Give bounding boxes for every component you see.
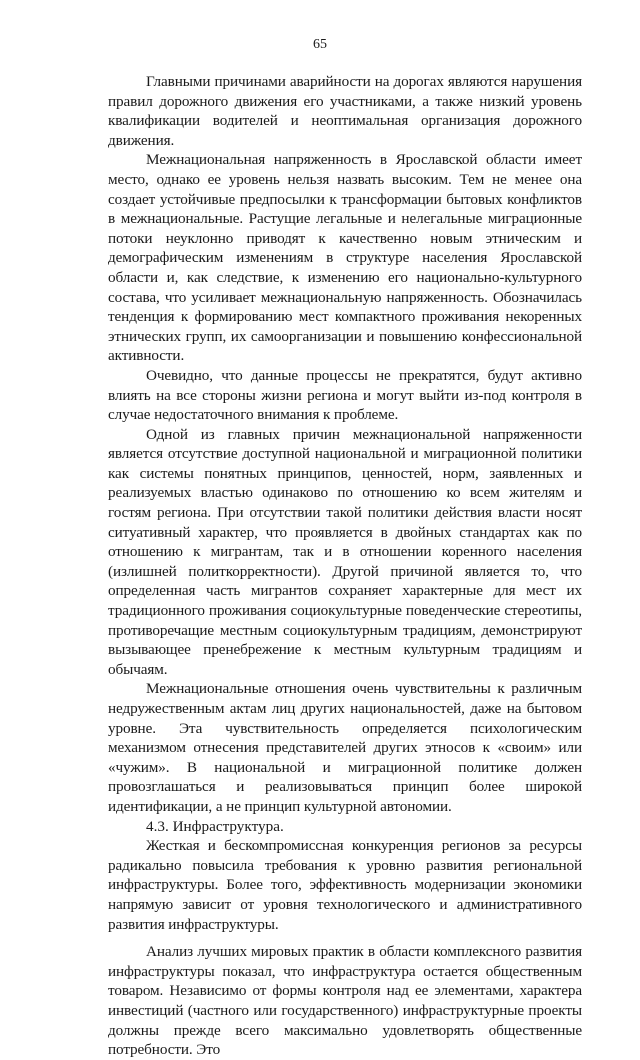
paragraph-road-accidents: Главными причинами аварийности на дорогах являются нарушения правил дорожного движения его участниками, а также низкий уровень квалификации водителей и неоптимальная организация дорожного движения.: [108, 73, 582, 149]
page-number: 65: [313, 37, 327, 52]
paragraph-interethnic-relations: Межнациональные отношения очень чувствительны к различным недружественным актам лиц других национальностей, даже на бытовом уровне. Эта чувствительность определяется психологическим механизмом отнесения представителей других этносов к «своим» или «чужим». В национальной и миграционной политике должен провозглашаться и реализовываться принцип более широкой идентификации, а не принцип культурной автономии.: [108, 680, 582, 815]
paragraph-interethnic-tension: Межнациональная напряженность в Ярославской области имеет место, однако ее уровень нельзя назвать высоким. Тем не менее она создает устойчивые предпосылки к трансформации бытовых конфликтов в межнациональные. Растущие легальные и нелегальные миграционные потоки неуклонно приводят к качественно новым этническим и демографическим изменениям в структуре населения Ярославской области и, как следствие, к изменению его национально-культурного состава, что усиливает межнациональную напряженность. Обозначилась тенденция к формированию мест компактного проживания некоренных этнических групп, их самоорганизации и повышению конфессиональной активности.: [108, 151, 582, 365]
section-heading: 4.3. Инфраструктура.: [146, 817, 284, 835]
paragraph-regional-competition: Жесткая и бескомпромиссная конкуренция регионов за ресурсы радикально повысила требования к уровню развития региональной инфраструктуры. Более того, эффективность модернизации экономики напрямую зависит от уровня технологического и административного развития инфраструктуры.: [108, 837, 582, 933]
body-text: [108, 72, 582, 1060]
paragraph-main-causes: Одной из главных причин межнациональной напряженности является отсутствие доступной национальной и миграционной политики как системы понятных принципов, ценностей, норм, заявленных и реализуемых властью одинаково по отношению ко всем жителям и гостям региона. При отсутствии такой политики действия власти носят ситуативный характер, что проявляется в двойных стандартах как по отношению к мигрантам, так и в отношении коренного населения (излишней политкорректности). Другой причиной является то, что определенная часть мигрантов сохраняет характерные для мест их традиционного проживания социокультурные поведенческие стереотипы, противоречащие местным социокультурным традициям, демонстрируют вызывающее пренебрежение к местным культурным традициям и обычаям.: [108, 425, 582, 678]
paragraph-processes-continue: Очевидно, что данные процессы не прекратятся, будут активно влиять на все стороны жизни региона и могут выйти из-под контроля в случае недостаточного внимания к проблеме.: [108, 366, 582, 424]
paragraph-world-practices: Анализ лучших мировых практик в области комплексного развития инфраструктуры показал, что инфраструктура остается общественным товаром. Независимо от формы контроля над ее элементами, характера инвестиций (частного или государственного) инфраструктурные проекты должны прежде всего максимально удовлетворять общественные потребности. Это: [108, 943, 582, 1059]
